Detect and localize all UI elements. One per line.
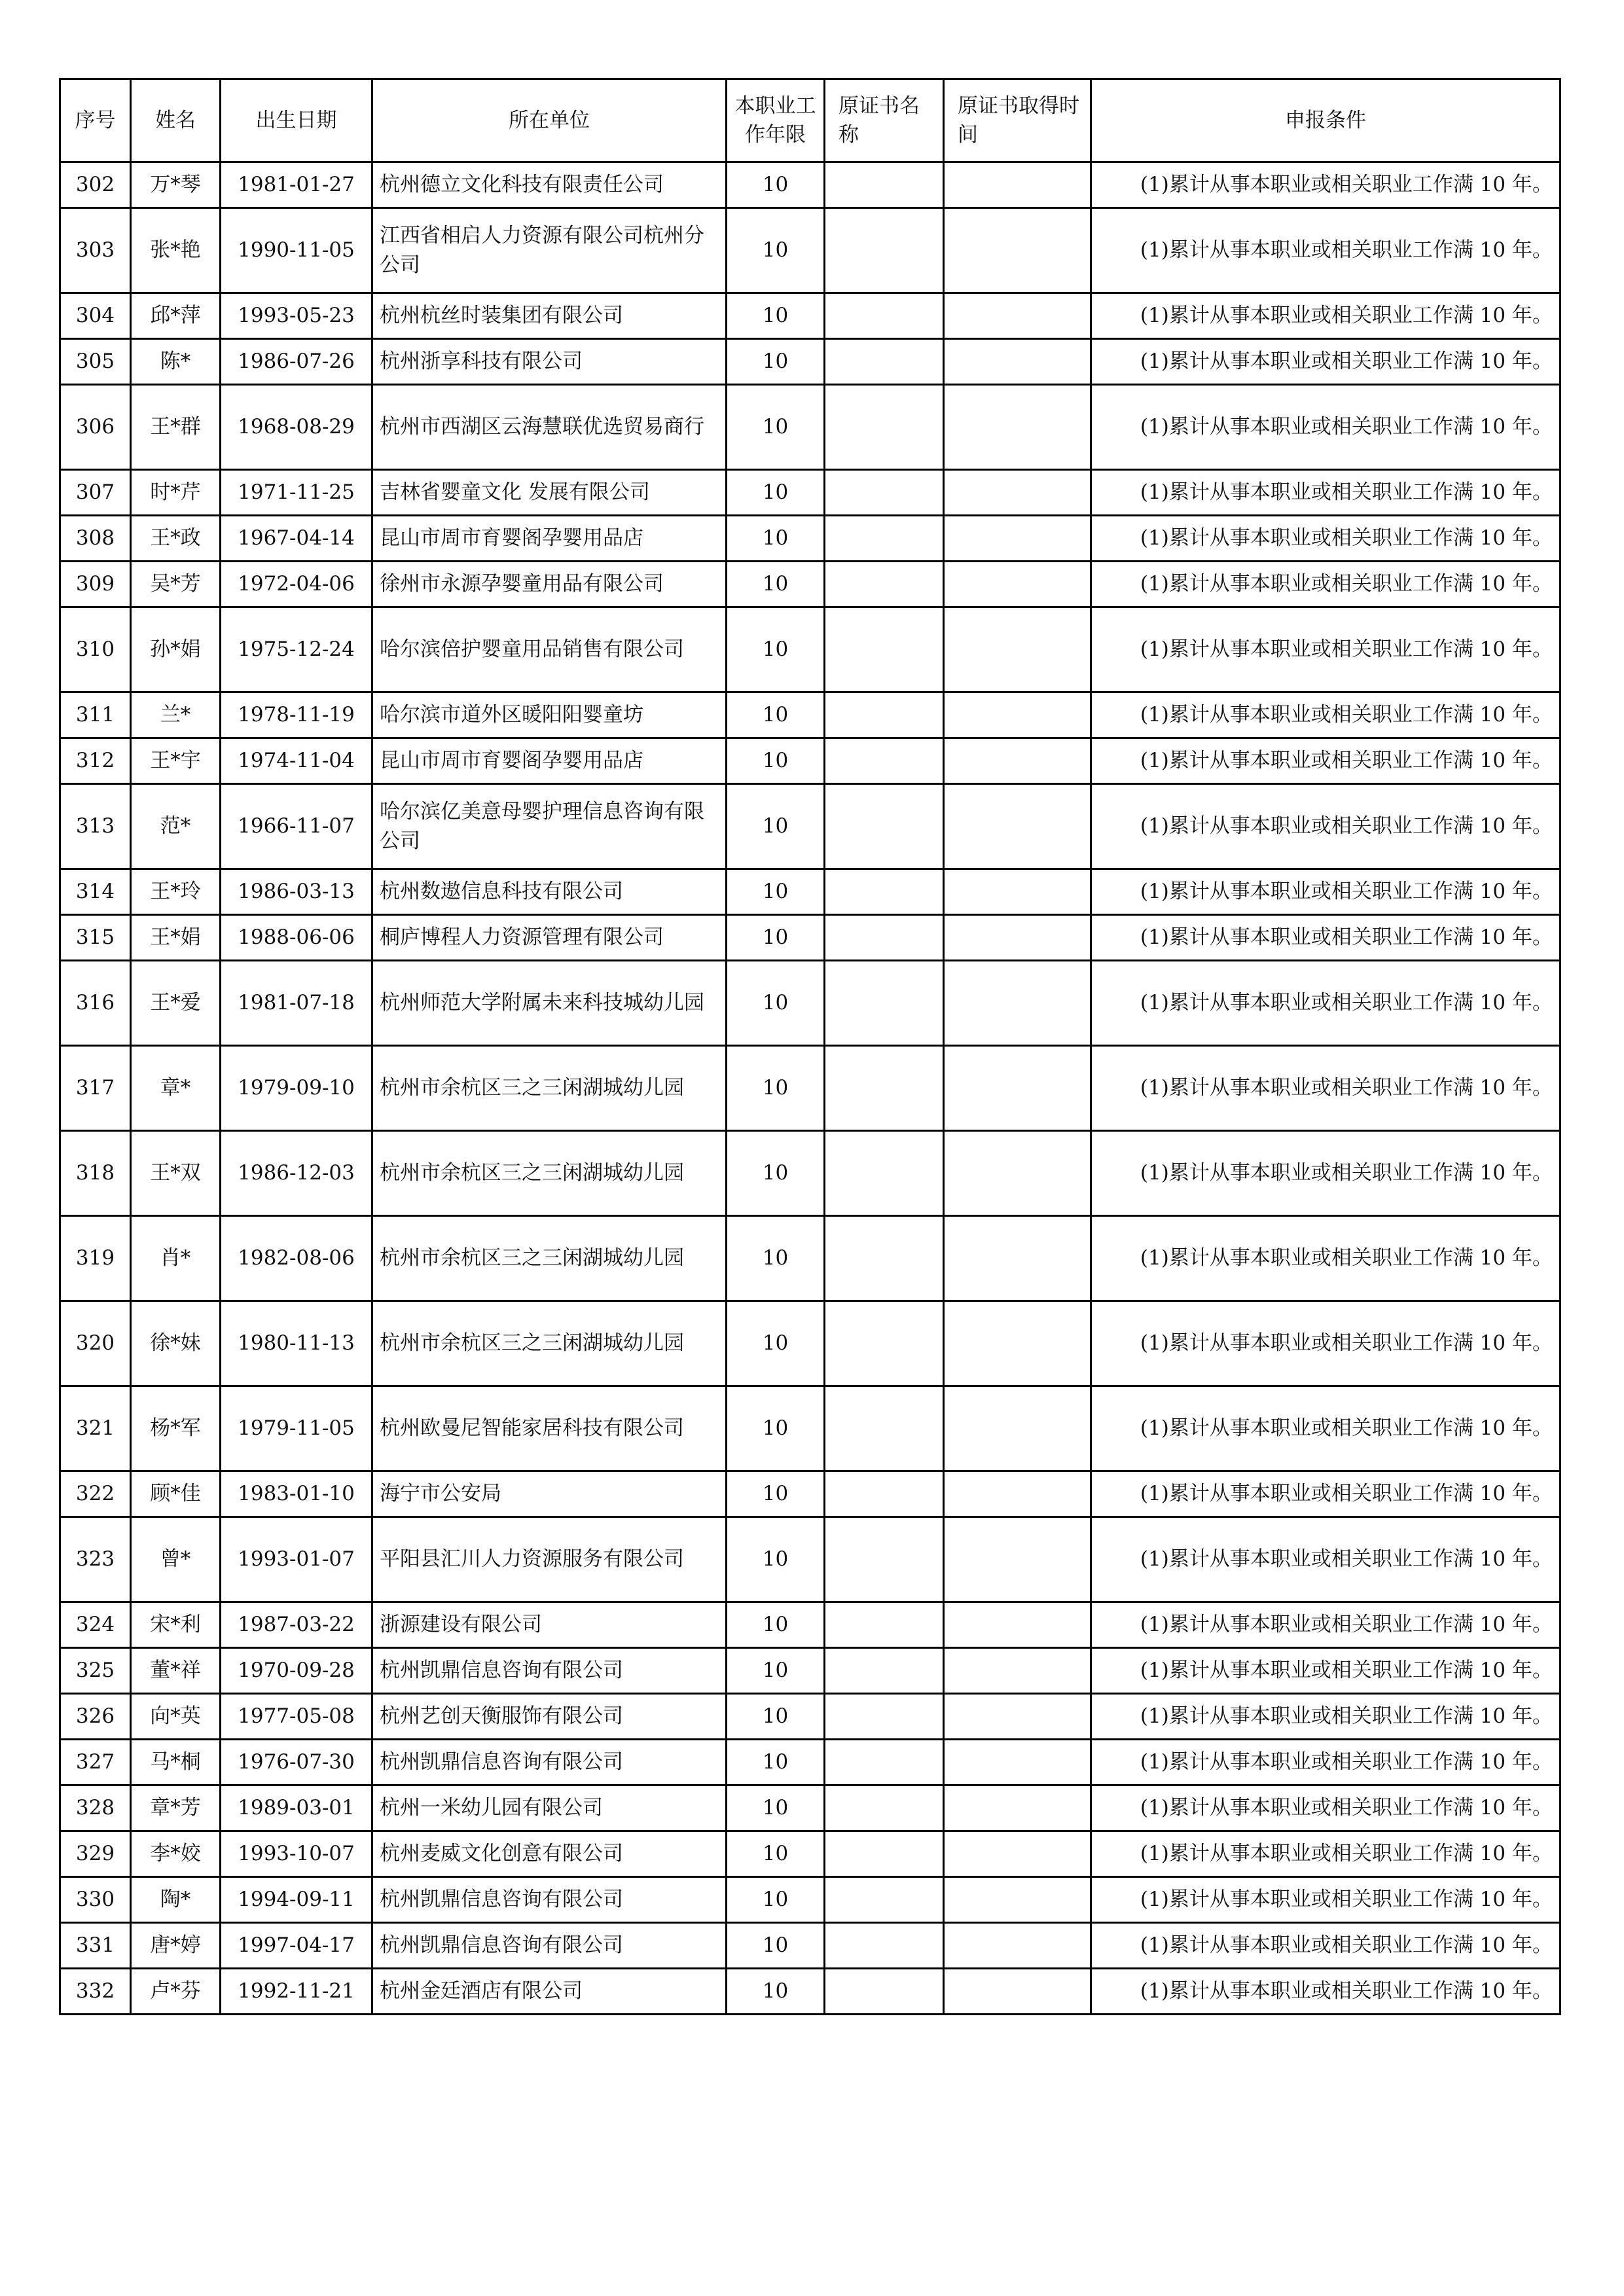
cell-original-cert-name — [825, 1517, 944, 1602]
cell-application-condition: (1)累计从事本职业或相关职业工作满 10 年。 — [1091, 961, 1561, 1046]
cell-work-years: 10 — [727, 339, 825, 385]
cell-application-condition: (1)累计从事本职业或相关职业工作满 10 年。 — [1091, 339, 1561, 385]
cell-original-cert-name — [825, 162, 944, 208]
header-work-unit: 所在单位 — [372, 79, 727, 162]
cell-name: 杨*军 — [131, 1386, 221, 1471]
cell-original-cert-name — [825, 1046, 944, 1131]
cell-work-unit: 平阳县汇川人力资源服务有限公司 — [372, 1517, 727, 1602]
cell-application-condition: (1)累计从事本职业或相关职业工作满 10 年。 — [1091, 1877, 1561, 1923]
cell-original-cert-date — [944, 607, 1091, 692]
cell-work-years: 10 — [727, 784, 825, 869]
cell-work-years: 10 — [727, 1517, 825, 1602]
cell-work-years: 10 — [727, 385, 825, 470]
cell-work-unit: 哈尔滨倍护婴童用品销售有限公司 — [372, 607, 727, 692]
cell-application-condition: (1)累计从事本职业或相关职业工作满 10 年。 — [1091, 1131, 1561, 1216]
cell-original-cert-name — [825, 1131, 944, 1216]
table-row — [60, 516, 1561, 562]
table-row — [60, 1740, 1561, 1785]
cell-original-cert-name — [825, 1694, 944, 1740]
cell-birth-date: 1987-03-22 — [221, 1602, 372, 1648]
cell-birth-date: 1978-11-19 — [221, 692, 372, 738]
cell-name: 王*双 — [131, 1131, 221, 1216]
cell-original-cert-name — [825, 869, 944, 915]
cell-application-condition: (1)累计从事本职业或相关职业工作满 10 年。 — [1091, 516, 1561, 562]
cell-original-cert-name — [825, 470, 944, 516]
cell-serial-no: 304 — [60, 293, 131, 339]
cell-original-cert-name — [825, 1602, 944, 1648]
cell-work-unit: 杭州凯鼎信息咨询有限公司 — [372, 1877, 727, 1923]
table-row — [60, 869, 1561, 915]
cell-serial-no: 310 — [60, 607, 131, 692]
cell-application-condition: (1)累计从事本职业或相关职业工作满 10 年。 — [1091, 1216, 1561, 1301]
cell-work-years: 10 — [727, 1216, 825, 1301]
cell-name: 张*艳 — [131, 208, 221, 293]
cell-work-years: 10 — [727, 1602, 825, 1648]
cell-original-cert-name — [825, 784, 944, 869]
cell-work-unit: 杭州欧曼尼智能家居科技有限公司 — [372, 1386, 727, 1471]
cell-birth-date: 1983-01-10 — [221, 1471, 372, 1517]
table-row — [60, 1517, 1561, 1602]
cell-original-cert-name — [825, 562, 944, 607]
cell-birth-date: 1967-04-14 — [221, 516, 372, 562]
cell-work-unit: 杭州凯鼎信息咨询有限公司 — [372, 1923, 727, 1969]
cell-birth-date: 1970-09-28 — [221, 1648, 372, 1694]
cell-name: 王*宇 — [131, 738, 221, 784]
cell-original-cert-date — [944, 692, 1091, 738]
cell-name: 孙*娟 — [131, 607, 221, 692]
cell-original-cert-date — [944, 1877, 1091, 1923]
table-row — [60, 1694, 1561, 1740]
cell-work-years: 10 — [727, 869, 825, 915]
cell-birth-date: 1986-07-26 — [221, 339, 372, 385]
cell-birth-date: 1977-05-08 — [221, 1694, 372, 1740]
table-row — [60, 385, 1561, 470]
cell-original-cert-name — [825, 1923, 944, 1969]
cell-work-unit: 吉林省婴童文化 发展有限公司 — [372, 470, 727, 516]
table-row — [60, 1216, 1561, 1301]
cell-work-unit: 杭州师范大学附属未来科技城幼儿园 — [372, 961, 727, 1046]
cell-name: 徐*妹 — [131, 1301, 221, 1386]
cell-name: 章*芳 — [131, 1785, 221, 1831]
cell-birth-date: 1968-08-29 — [221, 385, 372, 470]
cell-application-condition: (1)累计从事本职业或相关职业工作满 10 年。 — [1091, 1602, 1561, 1648]
cell-name: 宋*利 — [131, 1602, 221, 1648]
cell-work-years: 10 — [727, 1046, 825, 1131]
cell-work-unit: 哈尔滨亿美意母婴护理信息咨询有限公司 — [372, 784, 727, 869]
cell-original-cert-name — [825, 1301, 944, 1386]
cell-original-cert-date — [944, 470, 1091, 516]
table-row — [60, 915, 1561, 961]
cell-birth-date: 1993-05-23 — [221, 293, 372, 339]
cell-original-cert-name — [825, 738, 944, 784]
cell-application-condition: (1)累计从事本职业或相关职业工作满 10 年。 — [1091, 162, 1561, 208]
header-original-cert-name: 原证书名称 — [825, 79, 944, 162]
cell-serial-no: 319 — [60, 1216, 131, 1301]
cell-serial-no: 327 — [60, 1740, 131, 1785]
table-row — [60, 1648, 1561, 1694]
cell-original-cert-date — [944, 385, 1091, 470]
cell-work-unit: 杭州市余杭区三之三闲湖城幼儿园 — [372, 1131, 727, 1216]
cell-serial-no: 307 — [60, 470, 131, 516]
cell-name: 卢*芬 — [131, 1969, 221, 2015]
cell-serial-no: 323 — [60, 1517, 131, 1602]
cell-original-cert-date — [944, 208, 1091, 293]
table-row — [60, 1046, 1561, 1131]
table-row — [60, 1301, 1561, 1386]
cell-serial-no: 302 — [60, 162, 131, 208]
table-row — [60, 607, 1561, 692]
cell-application-condition: (1)累计从事本职业或相关职业工作满 10 年。 — [1091, 692, 1561, 738]
cell-work-unit: 昆山市周市育婴阁孕婴用品店 — [372, 516, 727, 562]
cell-serial-no: 331 — [60, 1923, 131, 1969]
cell-original-cert-name — [825, 1740, 944, 1785]
table-row — [60, 562, 1561, 607]
cell-work-unit: 徐州市永源孕婴童用品有限公司 — [372, 562, 727, 607]
cell-birth-date: 1994-09-11 — [221, 1877, 372, 1923]
header-application-condition: 申报条件 — [1091, 79, 1561, 162]
cell-application-condition: (1)累计从事本职业或相关职业工作满 10 年。 — [1091, 1471, 1561, 1517]
cell-work-unit: 海宁市公安局 — [372, 1471, 727, 1517]
cell-work-years: 10 — [727, 1471, 825, 1517]
cell-original-cert-date — [944, 339, 1091, 385]
cell-serial-no: 316 — [60, 961, 131, 1046]
cell-name: 马*桐 — [131, 1740, 221, 1785]
cell-original-cert-date — [944, 1831, 1091, 1877]
cell-application-condition: (1)累计从事本职业或相关职业工作满 10 年。 — [1091, 784, 1561, 869]
cell-original-cert-name — [825, 961, 944, 1046]
cell-name: 肖* — [131, 1216, 221, 1301]
header-serial-no: 序号 — [60, 79, 131, 162]
table-row — [60, 470, 1561, 516]
cell-original-cert-name — [825, 339, 944, 385]
cell-work-years: 10 — [727, 1740, 825, 1785]
cell-name: 范* — [131, 784, 221, 869]
table-row — [60, 1923, 1561, 1969]
cell-work-years: 10 — [727, 1648, 825, 1694]
cell-work-years: 10 — [727, 1831, 825, 1877]
cell-serial-no: 325 — [60, 1648, 131, 1694]
cell-application-condition: (1)累计从事本职业或相关职业工作满 10 年。 — [1091, 1046, 1561, 1131]
cell-original-cert-date — [944, 1785, 1091, 1831]
cell-birth-date: 1992-11-21 — [221, 1969, 372, 2015]
cell-work-years: 10 — [727, 738, 825, 784]
cell-name: 王*玲 — [131, 869, 221, 915]
cell-birth-date: 1989-03-01 — [221, 1785, 372, 1831]
cell-serial-no: 313 — [60, 784, 131, 869]
cell-work-years: 10 — [727, 1694, 825, 1740]
cell-birth-date: 1980-11-13 — [221, 1301, 372, 1386]
cell-application-condition: (1)累计从事本职业或相关职业工作满 10 年。 — [1091, 1386, 1561, 1471]
cell-work-unit: 杭州德立文化科技有限责任公司 — [372, 162, 727, 208]
cell-name: 陈* — [131, 339, 221, 385]
table-row — [60, 293, 1561, 339]
cell-work-unit: 杭州市余杭区三之三闲湖城幼儿园 — [372, 1046, 727, 1131]
cell-work-unit: 杭州金廷酒店有限公司 — [372, 1969, 727, 2015]
cell-original-cert-name — [825, 1785, 944, 1831]
cell-original-cert-name — [825, 607, 944, 692]
cell-serial-no: 311 — [60, 692, 131, 738]
cell-original-cert-name — [825, 915, 944, 961]
cell-birth-date: 1990-11-05 — [221, 208, 372, 293]
cell-application-condition: (1)累计从事本职业或相关职业工作满 10 年。 — [1091, 738, 1561, 784]
cell-original-cert-date — [944, 1131, 1091, 1216]
cell-birth-date: 1972-04-06 — [221, 562, 372, 607]
cell-original-cert-date — [944, 961, 1091, 1046]
cell-original-cert-date — [944, 915, 1091, 961]
cell-birth-date: 1986-12-03 — [221, 1131, 372, 1216]
cell-birth-date: 1993-10-07 — [221, 1831, 372, 1877]
cell-name: 唐*婷 — [131, 1923, 221, 1969]
applicant-table — [59, 78, 1561, 2015]
cell-application-condition: (1)累计从事本职业或相关职业工作满 10 年。 — [1091, 470, 1561, 516]
cell-application-condition: (1)累计从事本职业或相关职业工作满 10 年。 — [1091, 869, 1561, 915]
cell-name: 陶* — [131, 1877, 221, 1923]
cell-work-years: 10 — [727, 1923, 825, 1969]
cell-name: 向*英 — [131, 1694, 221, 1740]
cell-original-cert-date — [944, 1517, 1091, 1602]
cell-application-condition: (1)累计从事本职业或相关职业工作满 10 年。 — [1091, 1694, 1561, 1740]
cell-serial-no: 328 — [60, 1785, 131, 1831]
cell-serial-no: 312 — [60, 738, 131, 784]
cell-serial-no: 303 — [60, 208, 131, 293]
cell-application-condition: (1)累计从事本职业或相关职业工作满 10 年。 — [1091, 293, 1561, 339]
cell-serial-no: 309 — [60, 562, 131, 607]
table-row — [60, 1131, 1561, 1216]
cell-original-cert-date — [944, 293, 1091, 339]
table-row — [60, 339, 1561, 385]
cell-application-condition: (1)累计从事本职业或相关职业工作满 10 年。 — [1091, 1648, 1561, 1694]
cell-original-cert-date — [944, 1969, 1091, 2015]
cell-work-years: 10 — [727, 1969, 825, 2015]
cell-birth-date: 1974-11-04 — [221, 738, 372, 784]
header-name: 姓名 — [131, 79, 221, 162]
cell-original-cert-date — [944, 784, 1091, 869]
cell-work-years: 10 — [727, 1785, 825, 1831]
cell-work-years: 10 — [727, 470, 825, 516]
header-original-cert-date: 原证书取得时间 — [944, 79, 1091, 162]
cell-application-condition: (1)累计从事本职业或相关职业工作满 10 年。 — [1091, 1785, 1561, 1831]
cell-serial-no: 330 — [60, 1877, 131, 1923]
cell-original-cert-name — [825, 1831, 944, 1877]
cell-work-unit: 浙源建设有限公司 — [372, 1602, 727, 1648]
cell-work-unit: 杭州数遨信息科技有限公司 — [372, 869, 727, 915]
cell-original-cert-name — [825, 1648, 944, 1694]
table-row — [60, 692, 1561, 738]
cell-application-condition: (1)累计从事本职业或相关职业工作满 10 年。 — [1091, 1740, 1561, 1785]
cell-name: 万*琴 — [131, 162, 221, 208]
cell-name: 李*姣 — [131, 1831, 221, 1877]
table-row — [60, 1602, 1561, 1648]
cell-original-cert-date — [944, 562, 1091, 607]
cell-birth-date: 1976-07-30 — [221, 1740, 372, 1785]
cell-birth-date: 1982-08-06 — [221, 1216, 372, 1301]
table-row — [60, 208, 1561, 293]
cell-original-cert-date — [944, 1216, 1091, 1301]
cell-name: 王*娟 — [131, 915, 221, 961]
cell-work-years: 10 — [727, 961, 825, 1046]
cell-original-cert-date — [944, 1694, 1091, 1740]
cell-work-years: 10 — [727, 915, 825, 961]
cell-work-years: 10 — [727, 1301, 825, 1386]
cell-original-cert-name — [825, 1877, 944, 1923]
table-row — [60, 162, 1561, 208]
cell-original-cert-date — [944, 1301, 1091, 1386]
cell-work-years: 10 — [727, 208, 825, 293]
cell-serial-no: 324 — [60, 1602, 131, 1648]
table-row — [60, 1471, 1561, 1517]
cell-work-unit: 杭州麦威文化创意有限公司 — [372, 1831, 727, 1877]
cell-work-unit: 杭州凯鼎信息咨询有限公司 — [372, 1648, 727, 1694]
cell-serial-no: 314 — [60, 869, 131, 915]
cell-application-condition: (1)累计从事本职业或相关职业工作满 10 年。 — [1091, 385, 1561, 470]
cell-birth-date: 1986-03-13 — [221, 869, 372, 915]
cell-original-cert-name — [825, 1969, 944, 2015]
cell-birth-date: 1993-01-07 — [221, 1517, 372, 1602]
cell-application-condition: (1)累计从事本职业或相关职业工作满 10 年。 — [1091, 562, 1561, 607]
cell-original-cert-date — [944, 162, 1091, 208]
cell-work-years: 10 — [727, 1877, 825, 1923]
cell-work-unit: 杭州一米幼儿园有限公司 — [372, 1785, 727, 1831]
table-row — [60, 1969, 1561, 2015]
cell-serial-no: 305 — [60, 339, 131, 385]
cell-birth-date: 1988-06-06 — [221, 915, 372, 961]
cell-original-cert-name — [825, 1471, 944, 1517]
cell-work-unit: 杭州市西湖区云海慧联优选贸易商行 — [372, 385, 727, 470]
cell-birth-date: 1966-11-07 — [221, 784, 372, 869]
cell-work-years: 10 — [727, 562, 825, 607]
cell-application-condition: (1)累计从事本职业或相关职业工作满 10 年。 — [1091, 208, 1561, 293]
cell-serial-no: 320 — [60, 1301, 131, 1386]
cell-birth-date: 1979-09-10 — [221, 1046, 372, 1131]
cell-work-unit: 杭州市余杭区三之三闲湖城幼儿园 — [372, 1301, 727, 1386]
cell-application-condition: (1)累计从事本职业或相关职业工作满 10 年。 — [1091, 1301, 1561, 1386]
cell-work-unit: 杭州艺创天衡服饰有限公司 — [372, 1694, 727, 1740]
cell-name: 时*芹 — [131, 470, 221, 516]
table-header-row — [60, 79, 1561, 162]
cell-original-cert-date — [944, 1923, 1091, 1969]
cell-application-condition: (1)累计从事本职业或相关职业工作满 10 年。 — [1091, 1969, 1561, 2015]
cell-name: 王*政 — [131, 516, 221, 562]
cell-serial-no: 308 — [60, 516, 131, 562]
cell-application-condition: (1)累计从事本职业或相关职业工作满 10 年。 — [1091, 1923, 1561, 1969]
header-work-years: 本职业工作年限 — [727, 79, 825, 162]
cell-work-years: 10 — [727, 162, 825, 208]
cell-name: 吴*芳 — [131, 562, 221, 607]
cell-original-cert-date — [944, 1471, 1091, 1517]
cell-original-cert-name — [825, 692, 944, 738]
cell-work-unit: 昆山市周市育婴阁孕婴用品店 — [372, 738, 727, 784]
cell-serial-no: 326 — [60, 1694, 131, 1740]
table-row — [60, 1785, 1561, 1831]
cell-serial-no: 332 — [60, 1969, 131, 2015]
cell-original-cert-name — [825, 385, 944, 470]
cell-birth-date: 1981-07-18 — [221, 961, 372, 1046]
cell-original-cert-name — [825, 208, 944, 293]
cell-application-condition: (1)累计从事本职业或相关职业工作满 10 年。 — [1091, 1517, 1561, 1602]
cell-serial-no: 329 — [60, 1831, 131, 1877]
cell-work-years: 10 — [727, 1131, 825, 1216]
cell-original-cert-date — [944, 869, 1091, 915]
cell-application-condition: (1)累计从事本职业或相关职业工作满 10 年。 — [1091, 1831, 1561, 1877]
cell-birth-date: 1979-11-05 — [221, 1386, 372, 1471]
cell-serial-no: 322 — [60, 1471, 131, 1517]
cell-serial-no: 318 — [60, 1131, 131, 1216]
cell-birth-date: 1981-01-27 — [221, 162, 372, 208]
cell-work-unit: 杭州杭丝时装集团有限公司 — [372, 293, 727, 339]
cell-original-cert-date — [944, 1648, 1091, 1694]
cell-work-unit: 杭州浙享科技有限公司 — [372, 339, 727, 385]
cell-application-condition: (1)累计从事本职业或相关职业工作满 10 年。 — [1091, 607, 1561, 692]
table-row — [60, 784, 1561, 869]
cell-application-condition: (1)累计从事本职业或相关职业工作满 10 年。 — [1091, 915, 1561, 961]
cell-work-years: 10 — [727, 293, 825, 339]
cell-serial-no: 317 — [60, 1046, 131, 1131]
header-birth-date: 出生日期 — [221, 79, 372, 162]
cell-name: 章* — [131, 1046, 221, 1131]
cell-name: 邱*萍 — [131, 293, 221, 339]
cell-original-cert-date — [944, 1386, 1091, 1471]
table-body — [60, 162, 1561, 2015]
cell-birth-date: 1997-04-17 — [221, 1923, 372, 1969]
cell-serial-no: 306 — [60, 385, 131, 470]
cell-name: 曾* — [131, 1517, 221, 1602]
cell-original-cert-name — [825, 293, 944, 339]
table-row — [60, 738, 1561, 784]
table-row — [60, 961, 1561, 1046]
cell-work-years: 10 — [727, 607, 825, 692]
cell-original-cert-name — [825, 1216, 944, 1301]
cell-original-cert-date — [944, 1740, 1091, 1785]
cell-birth-date: 1971-11-25 — [221, 470, 372, 516]
cell-original-cert-name — [825, 516, 944, 562]
cell-name: 兰* — [131, 692, 221, 738]
cell-work-unit: 杭州市余杭区三之三闲湖城幼儿园 — [372, 1216, 727, 1301]
cell-work-years: 10 — [727, 1386, 825, 1471]
cell-original-cert-date — [944, 1046, 1091, 1131]
cell-name: 王*群 — [131, 385, 221, 470]
cell-work-years: 10 — [727, 516, 825, 562]
cell-name: 董*祥 — [131, 1648, 221, 1694]
cell-serial-no: 315 — [60, 915, 131, 961]
cell-original-cert-date — [944, 1602, 1091, 1648]
cell-work-years: 10 — [727, 692, 825, 738]
cell-original-cert-date — [944, 738, 1091, 784]
cell-serial-no: 321 — [60, 1386, 131, 1471]
table-row — [60, 1877, 1561, 1923]
cell-birth-date: 1975-12-24 — [221, 607, 372, 692]
cell-work-unit: 桐庐博程人力资源管理有限公司 — [372, 915, 727, 961]
cell-work-unit: 江西省相启人力资源有限公司杭州分公司 — [372, 208, 727, 293]
cell-original-cert-name — [825, 1386, 944, 1471]
cell-work-unit: 杭州凯鼎信息咨询有限公司 — [372, 1740, 727, 1785]
cell-work-unit: 哈尔滨市道外区暖阳阳婴童坊 — [372, 692, 727, 738]
table-row — [60, 1831, 1561, 1877]
table-row — [60, 1386, 1561, 1471]
cell-name: 王*爱 — [131, 961, 221, 1046]
cell-name: 顾*佳 — [131, 1471, 221, 1517]
cell-original-cert-date — [944, 516, 1091, 562]
